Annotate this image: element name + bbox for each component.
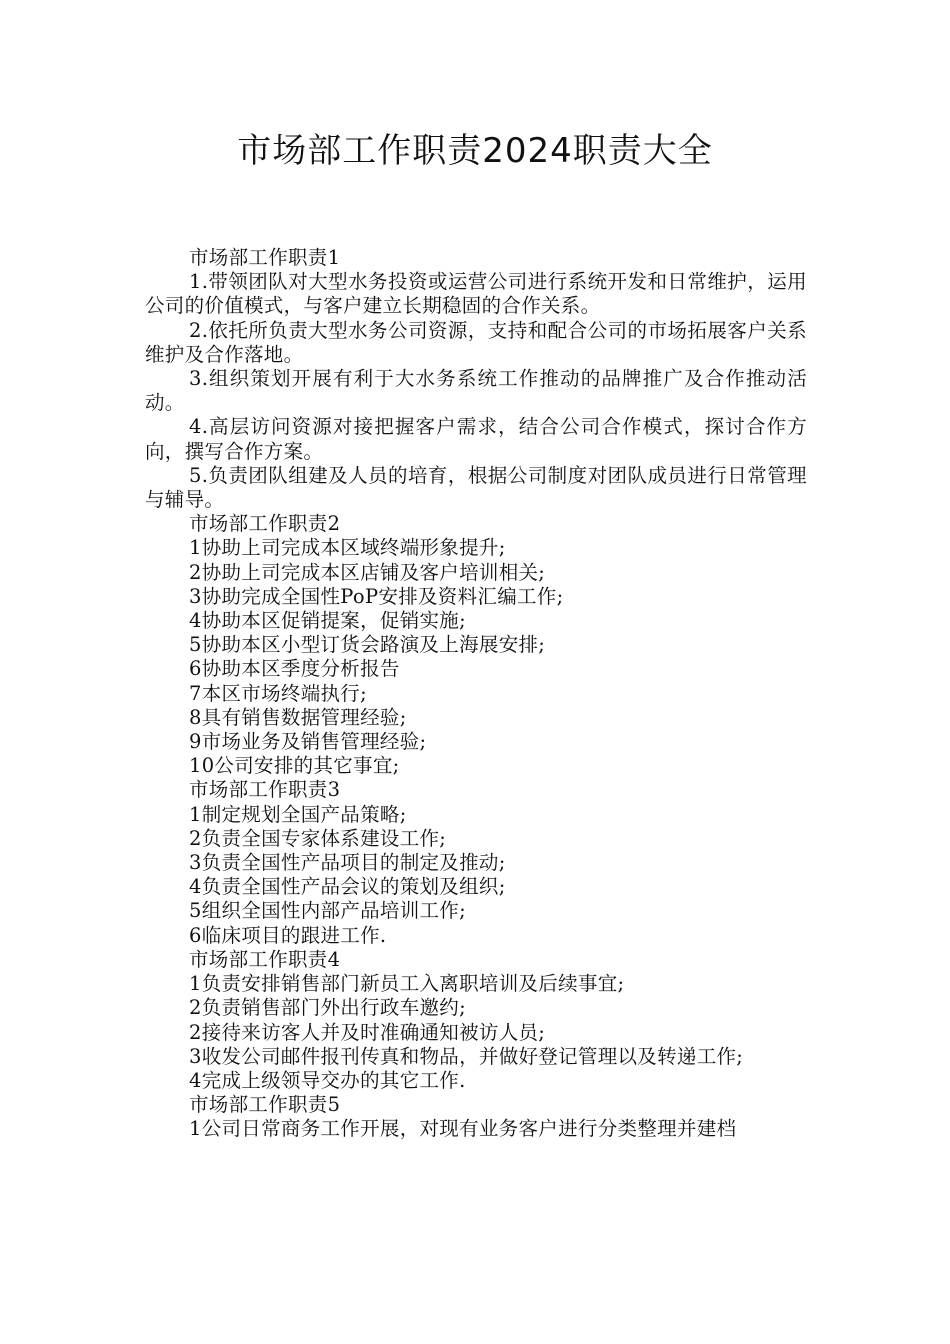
section-heading: 市场部工作职责1: [189, 246, 341, 269]
list-item: 2负责全国专家体系建设工作;: [189, 826, 447, 850]
list-item: 9市场业务及销售管理经验;: [189, 730, 427, 754]
list-item: 6临床项目的跟进工作.: [189, 923, 387, 947]
list-item: 4完成上级领导交办的其它工作.: [189, 1068, 466, 1092]
list-item: 8具有销售数据管理经验;: [189, 705, 407, 729]
list-item: 1协助上司完成本区域终端形象提升;: [189, 536, 506, 560]
paragraph: 3.组织策划开展有利于大水务系统工作推动的品牌推广及合作推动活动。: [145, 367, 807, 415]
list-item: 7本区市场终端执行;: [189, 681, 367, 705]
list-item: 4协助本区促销提案，促销实施;: [189, 609, 466, 633]
list-item: 1制定规划全国产品策略;: [189, 802, 407, 826]
section-heading: 市场部工作职责2: [189, 512, 341, 536]
list-item: 1公司日常商务工作开展，对现有业务客户进行分类整理并建档: [189, 1117, 737, 1141]
list-item: 1负责安排销售部门新员工入离职培训及后续事宜;: [189, 972, 625, 996]
list-item: 2负责销售部门外出行政车邀约;: [189, 996, 466, 1020]
document-body: [145, 246, 807, 1142]
list-item: 3负责全国性产品项目的制定及推动;: [189, 851, 506, 875]
section-heading: 市场部工作职责4: [189, 947, 341, 971]
list-item: 2接待来访客人并及时准确通知被访人员;: [189, 1020, 546, 1044]
document-title: 市场部工作职责2024职责大全: [237, 131, 713, 171]
list-item: 2协助上司完成本区店铺及客户培训相关;: [189, 560, 546, 584]
paragraph: 2.依托所负责大型水务公司资源，支持和配合公司的市场拓展客户关系维护及合作落地。: [145, 318, 807, 366]
list-item: 10公司安排的其它事宜;: [189, 754, 400, 778]
paragraph: 4.高层访问资源对接把握客户需求，结合公司合作模式，探讨合作方向，撰写合作方案。: [145, 415, 807, 463]
list-item: 5组织全国性内部产品培训工作;: [189, 899, 466, 923]
list-item: 6协助本区季度分析报告: [189, 657, 400, 681]
list-item: 4负责全国性产品会议的策划及组织;: [189, 875, 506, 899]
section-heading: 市场部工作职责5: [189, 1093, 341, 1117]
paragraph: 1.带领团队对大型水务投资或运营公司进行系统开发和日常维护，运用公司的价值模式，与客户建立长期稳固的合作关系。: [145, 270, 807, 318]
list-item: 5协助本区小型订货会路演及上海展安排;: [189, 633, 546, 657]
section-heading: 市场部工作职责3: [189, 778, 341, 802]
paragraph: 5.负责团队组建及人员的培育，根据公司制度对团队成员进行日常管理与辅导。: [145, 463, 807, 512]
list-item: 3协助完成全国性PoP安排及资料汇编工作;: [189, 584, 564, 608]
list-item: 3收发公司邮件报刊传真和物品，并做好登记管理以及转递工作;: [189, 1044, 744, 1068]
